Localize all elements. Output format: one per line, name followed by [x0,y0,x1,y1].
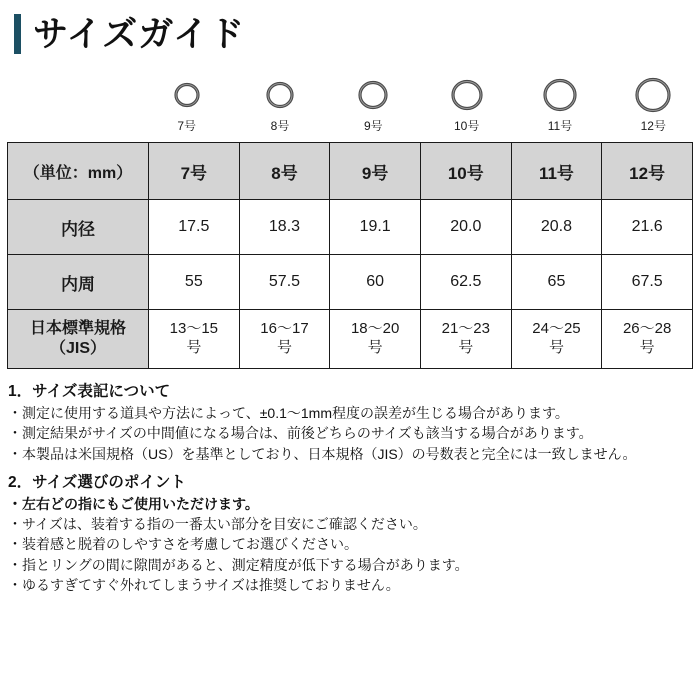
notes-section2-title: 2．サイズ選びのポイント [8,473,186,491]
table-cell: 19.1 [330,200,421,255]
note-line: ・測定結果がサイズの中間値になる場合は、前後どちらのサイズも該当する場合があります。 [8,425,593,442]
table-cell-line1: 21〜23 [441,320,490,338]
ring-illustration-label: 10号 [453,119,480,133]
size-table-head [8,143,693,200]
table-cell: 18.3 [239,200,330,255]
row-header-jis [8,310,149,369]
ring-illustration-item [513,74,606,134]
table-cell [149,310,240,369]
ring-illustration-item [327,74,420,134]
table-cell-line2: 号 [186,339,202,356]
table-row [8,310,693,369]
ring-row-spacer [0,74,140,134]
table-cell-line2: 号 [276,339,292,356]
size-table-body [8,200,693,369]
table-cell: 65 [511,255,602,310]
table-cell-line1: 26〜28 [622,320,672,338]
table-cell-line1: 24〜25 [532,320,581,338]
table-header-row [8,143,693,200]
column-header-size: 8号 [239,143,330,200]
table-cell-line1: 18〜20 [350,320,400,338]
table-cell [330,310,421,369]
ring-illustration-item [607,74,700,134]
ring-illustration-item [420,74,513,134]
note-line: ・測定に使用する道具や方法によって、±0.1〜1mm程度の誤差が生じる場合があります。 [8,405,569,421]
table-cell-line2: 号 [367,339,383,356]
note-line: ・装着感と脱着のしやすさを考慮してお選びください。 [8,536,358,553]
ring-illustration-item [140,74,233,134]
column-header-size: 10号 [420,143,511,200]
note-line: ・指とリングの間に隙間があると、測定精度が低下する場合があります。 [8,556,469,573]
ring-illustration-label: 7号 [177,119,196,133]
note-line: ・本製品は米国規格（US）を基準としており、日本規格（JIS）の号数表と完全には一致しません。 [8,445,637,462]
ring-illustration-label: 9号 [363,119,383,133]
size-table [7,142,693,369]
table-cell: 20.0 [420,200,511,255]
table-cell: 60 [330,255,421,310]
column-header-size: 12号 [602,143,693,200]
note-line: ・ゆるすぎてすぐ外れてしまうサイズは推奨しておりません。 [8,577,400,594]
column-header-size: 9号 [330,143,421,200]
table-cell [602,310,693,369]
ring-illustration-row [0,74,700,134]
note-line: ・サイズは、装着する指の一番太い部分を目安にご確認ください。 [8,516,427,533]
table-cell: 62.5 [420,255,511,310]
ring-illustration-label: 12号 [640,119,666,133]
table-row [8,255,693,310]
row-header-jis-line1: 日本標準規格 [29,320,126,337]
ring-illustration-label: 8号 [270,119,290,133]
ring-icon [327,74,420,116]
ring-icon [140,74,233,116]
ring-illustration-item [233,74,326,134]
notes-section [8,379,692,595]
row-header-jis-line2: （JIS） [49,340,107,357]
column-header-unit: （単位：mm） [8,143,149,200]
table-cell-line1: 16〜17 [260,320,309,338]
page-title: サイズガイド [33,14,246,54]
table-cell-line1: 13〜15 [169,320,219,338]
table-cell: 55 [149,255,240,310]
table-cell [511,310,602,369]
row-header-inner-diameter: 内径 [8,200,149,255]
ring-icon [420,74,513,116]
title-accent-bar [14,14,21,54]
table-cell [420,310,511,369]
table-cell: 67.5 [602,255,693,310]
column-header-size: 7号 [149,143,240,200]
table-cell: 57.5 [239,255,330,310]
notes-section1-title: 1．サイズ表記について [8,383,171,400]
ring-icon [513,74,606,116]
table-cell-line2: 号 [548,339,564,356]
table-cell-line2: 号 [639,339,655,356]
table-cell [239,310,330,369]
ring-icon [607,74,700,116]
table-cell: 20.8 [511,200,602,255]
ring-illustration-label: 11号 [547,119,573,133]
table-cell: 17.5 [149,200,240,255]
table-cell-line2: 号 [458,339,474,356]
table-cell: 21.6 [602,200,693,255]
row-header-inner-circumference: 内周 [8,255,149,310]
ring-icon [233,74,326,116]
note-line: ・左右どの指にもご使用いただけます。 [8,495,259,512]
column-header-size: 11号 [511,143,602,200]
page-title-row [0,0,700,60]
table-row [8,200,693,255]
